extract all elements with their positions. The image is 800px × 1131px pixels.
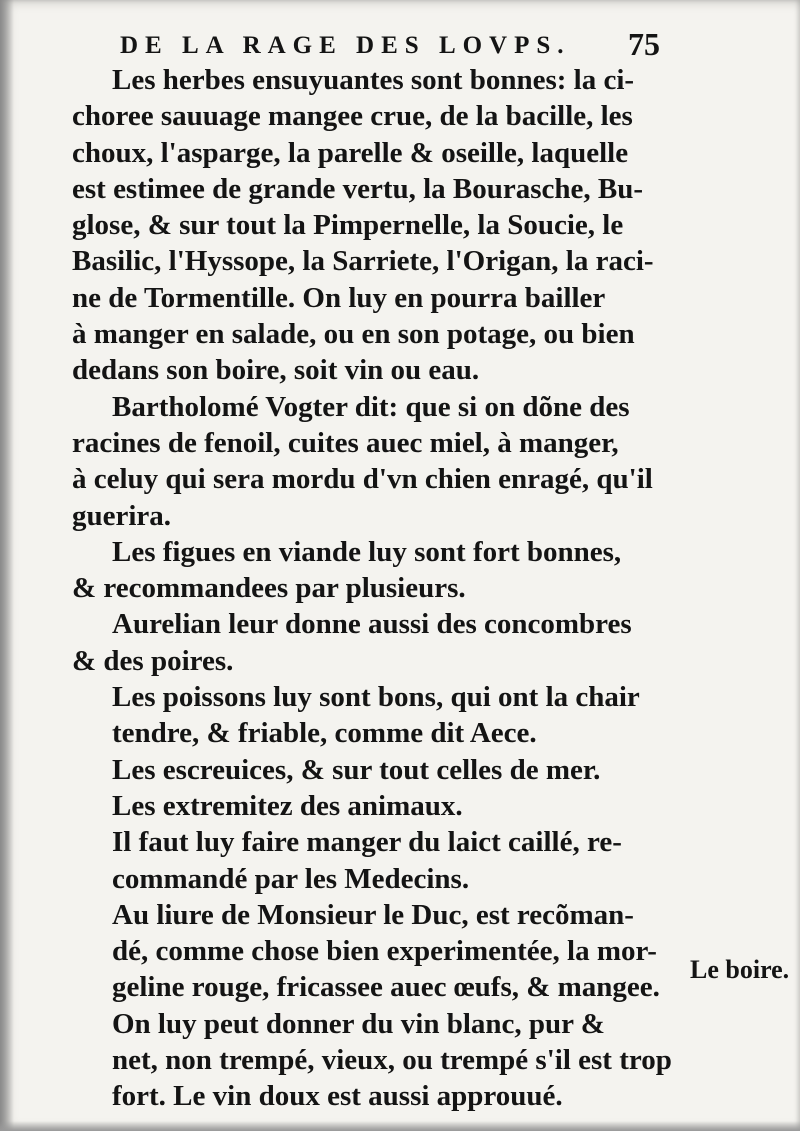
running-head: DE LA RAGE DES LOVPS. <box>120 32 571 59</box>
text-line: Basilic, l'Hyssope, la Sarriete, l'Origan, la raci- <box>72 245 654 278</box>
text-line: dedans son boire, soit vin ou eau. <box>72 354 480 387</box>
page-number: 75 <box>628 26 660 62</box>
text-line: tendre, & friable, comme dit Aece. <box>112 717 537 750</box>
text-line: & des poires. <box>72 644 234 677</box>
text-line: Les extremitez des animaux. <box>112 789 463 822</box>
text-line: fort. Le vin doux est aussi approuué. <box>112 1080 563 1113</box>
text-line: Aurelian leur donne aussi des concombres <box>112 608 632 641</box>
text-line: Les herbes ensuyuantes sont bonnes: la ci- <box>112 64 635 96</box>
text-line: ne de Tormentille. On luy en pourra bailler <box>72 281 606 314</box>
text-line: dé, comme chose bien experimentée, la mor- <box>112 935 657 968</box>
gutter-shadow <box>0 0 14 1131</box>
text-line: Bartholomé Vogter dit: que si on dõne des <box>112 390 630 423</box>
text-line: On luy peut donner du vin blanc, pur & <box>112 1007 605 1040</box>
text-line: Au liure de Monsieur le Duc, est recõman- <box>112 898 634 931</box>
text-line: racines de fenoil, cuites auec miel, à manger, <box>72 426 619 459</box>
text-line: net, non trempé, vieux, ou trempé s'il est trop <box>112 1044 672 1077</box>
text-line: choux, l'asparge, la parelle & oseille, laquelle <box>72 136 629 169</box>
text-line: Les poissons luy sont bons, qui ont la chair <box>112 681 640 714</box>
text-line: Les figues en viande luy sont fort bonnes, <box>112 535 622 568</box>
text-line: & recommandees par plusieurs. <box>72 572 466 605</box>
text-line: Il faut luy faire manger du laict caillé, re- <box>112 826 622 859</box>
margin-note: Le boire. <box>690 955 790 984</box>
text-line: commandé par les Medecins. <box>112 862 470 895</box>
text-line: à manger en salade, ou en son potage, ou bien <box>72 318 635 351</box>
text-line: choree sauuage mangee crue, de la bacille, les <box>72 100 633 133</box>
text-line: glose, & sur tout la Pimpernelle, la Soucie, le <box>72 209 624 242</box>
body-text <box>72 62 672 1115</box>
text-line: à celuy qui sera mordu d'vn chien enragé, qu'il <box>72 463 653 496</box>
text-line: guerira. <box>72 499 172 532</box>
text-line: geline rouge, fricassee auec œufs, & mangee. <box>112 971 660 1004</box>
text-line: Les escreuices, & sur tout celles de mer. <box>112 753 601 786</box>
bottom-edge-shadow <box>0 1121 800 1131</box>
text-line: est estimee de grande vertu, la Bourasche, Bu- <box>72 172 644 205</box>
